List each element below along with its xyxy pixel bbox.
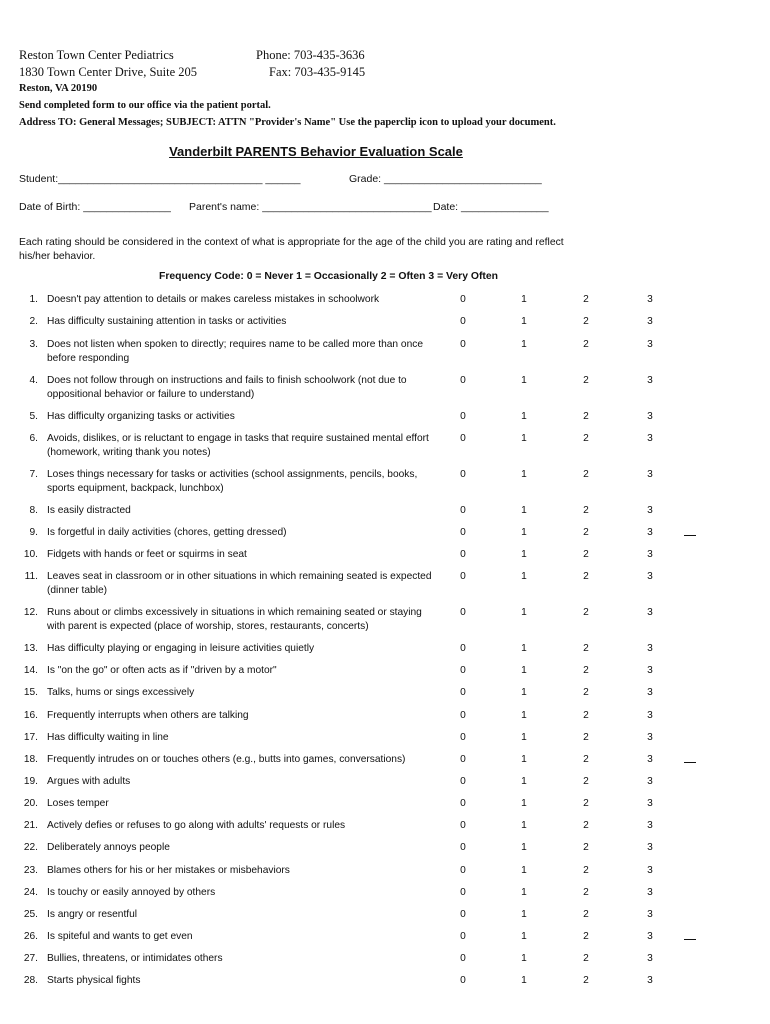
question-text: Blames others for his or her mistakes or misbehaviors [47,865,290,876]
address-instruction: Address TO: General Messages; SUBJECT: ATTN "Provider's Name" Use the paperclip icon to upload your document. [19,117,556,128]
rating-option-0[interactable]: 0 [460,710,466,721]
rating-option-3[interactable]: 3 [647,527,653,538]
rating-option-2[interactable]: 2 [583,865,589,876]
rating-option-1[interactable]: 1 [521,687,527,698]
rating-option-0[interactable]: 0 [460,909,466,920]
rating-option-1[interactable]: 1 [521,294,527,305]
rating-option-1[interactable]: 1 [521,931,527,942]
rating-option-1[interactable]: 1 [521,411,527,422]
rating-option-1[interactable]: 1 [521,820,527,831]
question-number: 23. [23,865,38,876]
rating-option-2[interactable]: 2 [583,294,589,305]
date-of-birth-field[interactable]: Date of Birth: _______________ [19,201,171,213]
rating-option-3[interactable]: 3 [647,469,653,480]
rating-option-2[interactable]: 2 [583,953,589,964]
rating-option-2[interactable]: 2 [583,339,589,350]
rating-option-2[interactable]: 2 [583,931,589,942]
score-blank[interactable] [684,927,696,940]
rating-option-0[interactable]: 0 [460,842,466,853]
rating-option-3[interactable]: 3 [647,607,653,618]
question-text: Is easily distracted [47,505,131,516]
question-text: Fidgets with hands or feet or squirms in seat [47,549,247,560]
rating-option-3[interactable]: 3 [647,953,653,964]
rating-option-1[interactable]: 1 [521,339,527,350]
rating-option-2[interactable]: 2 [583,754,589,765]
rating-option-0[interactable]: 0 [460,339,466,350]
rating-option-2[interactable]: 2 [583,505,589,516]
rating-option-2[interactable]: 2 [583,798,589,809]
question-text: Frequently intrudes on or touches others (e.g., butts into games, conversations) [47,754,406,765]
rating-option-0[interactable]: 0 [460,607,466,618]
rating-option-3[interactable]: 3 [647,710,653,721]
rating-option-3[interactable]: 3 [647,571,653,582]
rating-option-3[interactable]: 3 [647,665,653,676]
question-text: Is touchy or easily annoyed by others [47,887,216,898]
rating-option-0[interactable]: 0 [460,798,466,809]
rating-option-1[interactable]: 1 [521,975,527,986]
rating-option-2[interactable]: 2 [583,665,589,676]
question-text: Loses things necessary for tasks or activities (school assignments, pencils, books, sports equipment, backpack, lunchbox) [47,469,418,494]
rating-option-1[interactable]: 1 [521,527,527,538]
rating-option-0[interactable]: 0 [460,316,466,327]
rating-option-2[interactable]: 2 [583,527,589,538]
question-number: 19. [23,776,38,787]
question-number: 25. [23,909,38,920]
rating-option-1[interactable]: 1 [521,953,527,964]
question-number: 4. [29,375,38,386]
rating-option-0[interactable]: 0 [460,865,466,876]
rating-option-3[interactable]: 3 [647,411,653,422]
practice-address: 1830 Town Center Drive, Suite 205 [19,65,198,79]
rating-option-0[interactable]: 0 [460,776,466,787]
rating-option-3[interactable]: 3 [647,549,653,560]
rating-option-3[interactable]: 3 [647,909,653,920]
rating-option-0[interactable]: 0 [460,571,466,582]
question-text: Is spiteful and wants to get even [47,931,193,942]
submit-instruction: Send completed form to our office via the patient portal. [19,100,271,111]
question-text: Is forgetful in daily activities (chores, getting dressed) [47,527,287,538]
rating-option-3[interactable]: 3 [647,505,653,516]
question-text: Has difficulty sustaining attention in tasks or activities [47,316,287,327]
rating-option-3[interactable]: 3 [647,732,653,743]
practice-phone: Phone: 703-435-3636 [256,48,365,62]
rating-option-0[interactable]: 0 [460,505,466,516]
question-text: Talks, hums or sings excessively [47,687,195,698]
rating-option-3[interactable]: 3 [647,820,653,831]
rating-option-3[interactable]: 3 [647,433,653,444]
practice-city: Reston, VA 20190 [19,83,98,94]
question-text: Leaves seat in classroom or in other situations in which remaining seated is expected (dinner table) [47,571,432,596]
question-text: Bullies, threatens, or intimidates others [47,953,223,964]
question-text: Is angry or resentful [47,909,138,920]
question-text: Loses temper [47,798,109,809]
question-text: Has difficulty playing or engaging in leisure activities quietly [47,643,315,654]
rating-option-1[interactable]: 1 [521,316,527,327]
rating-option-3[interactable]: 3 [647,375,653,386]
rating-option-3[interactable]: 3 [647,294,653,305]
rating-option-1[interactable]: 1 [521,732,527,743]
question-number: 13. [23,643,38,654]
rating-option-0[interactable]: 0 [460,687,466,698]
rating-option-2[interactable]: 2 [583,820,589,831]
rating-option-2[interactable]: 2 [583,411,589,422]
rating-option-1[interactable]: 1 [521,887,527,898]
question-number: 15. [23,687,38,698]
score-blank[interactable] [684,523,696,536]
rating-option-0[interactable]: 0 [460,294,466,305]
question-number: 20. [23,798,38,809]
question-number: 12. [23,607,38,618]
question-number: 11. [24,571,38,582]
question-number: 21. [23,820,38,831]
rating-instructions: Each rating should be considered in the context of what is appropriate for the age of the child you are rating and reflect his/her behavior. [19,237,564,262]
question-number: 24. [23,887,38,898]
rating-option-2[interactable]: 2 [583,607,589,618]
rating-option-0[interactable]: 0 [460,665,466,676]
question-number: 5. [29,411,38,422]
rating-option-2[interactable]: 2 [583,842,589,853]
practice-name: Reston Town Center Pediatrics [19,48,174,62]
question-number: 16. [23,710,38,721]
question-number: 8. [29,505,38,516]
rating-option-1[interactable]: 1 [521,643,527,654]
rating-option-2[interactable]: 2 [583,549,589,560]
rating-option-1[interactable]: 1 [521,798,527,809]
rating-option-2[interactable]: 2 [583,909,589,920]
question-number: 3. [29,339,38,350]
rating-option-1[interactable]: 1 [521,571,527,582]
rating-option-3[interactable]: 3 [647,887,653,898]
question-number: 17. [23,732,38,743]
rating-option-3[interactable]: 3 [647,975,653,986]
rating-option-2[interactable]: 2 [583,643,589,654]
question-text: Starts physical fights [47,975,141,986]
rating-option-1[interactable]: 1 [521,776,527,787]
rating-option-3[interactable]: 3 [647,316,653,327]
rating-option-0[interactable]: 0 [460,643,466,654]
question-number: 27. [23,953,38,964]
rating-option-1[interactable]: 1 [521,865,527,876]
rating-option-3[interactable]: 3 [647,754,653,765]
rating-option-2[interactable]: 2 [583,887,589,898]
question-number: 2. [29,316,38,327]
question-text: Does not listen when spoken to directly; requires name to be called more than once before responding [47,339,424,364]
rating-option-0[interactable]: 0 [460,820,466,831]
question-number: 6. [29,433,38,444]
question-text: Doesn't pay attention to details or makes careless mistakes in schoolwork [47,294,380,305]
rating-option-0[interactable]: 0 [460,549,466,560]
rating-option-1[interactable]: 1 [521,909,527,920]
question-text: Has difficulty organizing tasks or activities [47,411,235,422]
frequency-code: Frequency Code: 0 = Never 1 = Occasionally 2 = Often 3 = Very Often [159,271,498,282]
parent-name-field[interactable]: Parent's name: _____________________________ [189,201,432,213]
rating-option-0[interactable]: 0 [460,732,466,743]
rating-option-2[interactable]: 2 [583,375,589,386]
question-text: Frequently interrupts when others are talking [47,710,249,721]
question-number: 22. [23,842,38,853]
form-title: Vanderbilt PARENTS Behavior Evaluation Scale [169,144,463,159]
date-field[interactable]: Date: _______________ [433,201,549,213]
rating-option-2[interactable]: 2 [583,687,589,698]
question-text: Has difficulty waiting in line [47,732,169,743]
question-number: 10. [23,549,38,560]
rating-option-0[interactable]: 0 [460,527,466,538]
rating-option-2[interactable]: 2 [583,316,589,327]
rating-option-3[interactable]: 3 [647,776,653,787]
rating-option-0[interactable]: 0 [460,953,466,964]
question-number: 1. [29,294,38,305]
rating-option-3[interactable]: 3 [647,842,653,853]
rating-option-1[interactable]: 1 [521,665,527,676]
rating-option-1[interactable]: 1 [521,754,527,765]
rating-option-1[interactable]: 1 [521,549,527,560]
question-text: Deliberately annoys people [47,842,170,853]
rating-option-0[interactable]: 0 [460,433,466,444]
rating-option-2[interactable]: 2 [583,469,589,480]
grade-field[interactable]: Grade: ___________________________ [349,173,542,185]
rating-option-0[interactable]: 0 [460,411,466,422]
rating-option-3[interactable]: 3 [647,643,653,654]
score-blank[interactable] [684,750,696,763]
rating-option-0[interactable]: 0 [460,375,466,386]
rating-option-3[interactable]: 3 [647,687,653,698]
student-field[interactable]: Student:___________________________________ ______ [19,173,301,185]
rating-option-0[interactable]: 0 [460,469,466,480]
rating-option-3[interactable]: 3 [647,931,653,942]
rating-option-0[interactable]: 0 [460,887,466,898]
rating-option-1[interactable]: 1 [521,433,527,444]
question-text: Runs about or climbs excessively in situations in which remaining seated or staying with parent is expected (place of worship, stores, restaurants, concerts) [47,607,422,632]
question-number: 7. [29,469,38,480]
rating-option-2[interactable]: 2 [583,975,589,986]
rating-option-1[interactable]: 1 [521,375,527,386]
rating-option-1[interactable]: 1 [521,842,527,853]
question-number: 14. [23,665,38,676]
rating-option-1[interactable]: 1 [521,607,527,618]
question-number: 18. [23,754,38,765]
rating-option-0[interactable]: 0 [460,754,466,765]
question-number: 28. [23,975,38,986]
rating-option-3[interactable]: 3 [647,339,653,350]
rating-option-0[interactable]: 0 [460,931,466,942]
question-text: Argues with adults [47,776,131,787]
rating-option-1[interactable]: 1 [521,505,527,516]
rating-option-2[interactable]: 2 [583,732,589,743]
rating-option-2[interactable]: 2 [583,571,589,582]
rating-option-3[interactable]: 3 [647,865,653,876]
question-text: Does not follow through on instructions and fails to finish schoolwork (not due to oppositional behavior or failure to understand) [47,375,407,400]
rating-option-2[interactable]: 2 [583,433,589,444]
question-number: 9. [29,527,38,538]
rating-option-2[interactable]: 2 [583,710,589,721]
question-number: 26. [23,931,38,942]
question-text: Actively defies or refuses to go along with adults' requests or rules [47,820,346,831]
rating-option-2[interactable]: 2 [583,776,589,787]
rating-option-3[interactable]: 3 [647,798,653,809]
question-text: Is "on the go" or often acts as if "driven by a motor" [47,665,277,676]
question-text: Avoids, dislikes, or is reluctant to engage in tasks that require sustained mental effort (homework, writing thank you notes) [47,433,429,458]
rating-option-1[interactable]: 1 [521,469,527,480]
rating-option-0[interactable]: 0 [460,975,466,986]
rating-option-1[interactable]: 1 [521,710,527,721]
practice-fax: Fax: 703-435-9145 [269,65,366,79]
